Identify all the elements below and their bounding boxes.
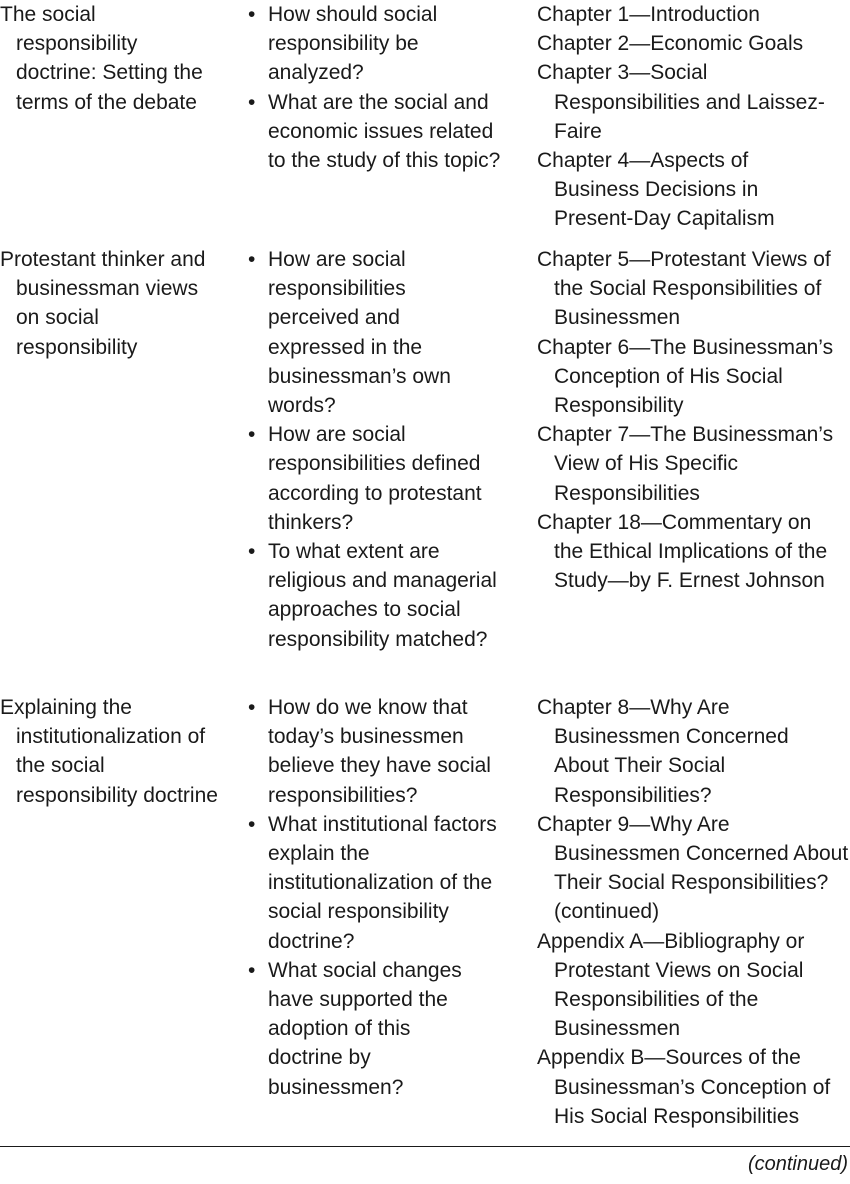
theme-text: Protestant thinker and businessman views on social responsibility — [0, 248, 206, 359]
question-item: • To what extent are religious and managerial approaches to social responsibility matched? — [246, 537, 516, 654]
question-item: • What are the social and economic issues related to the study of this topic? — [246, 88, 516, 176]
bullet-icon: • — [248, 423, 256, 447]
bullet-icon: • — [248, 958, 256, 982]
bullet-icon: • — [248, 3, 256, 26]
theme-text: Explaining the institutionalization of the social responsibility doctrine — [0, 696, 218, 807]
chapters-cell — [537, 693, 850, 1131]
theme-text: The social responsibility doctrine: Setting the terms of the debate — [0, 3, 203, 114]
questions-cell — [246, 245, 516, 654]
theme-cell — [0, 693, 218, 810]
question-item: • How should social responsibility be analyzed? — [246, 0, 516, 88]
chapter-entry: Chapter 2—Economic Goals — [537, 32, 804, 56]
chapter-entry: Chapter 18—Commentary on the Ethical Implications of the Study—by F. Ernest Johnson — [537, 510, 828, 593]
question-list — [246, 693, 516, 1102]
chapter-entry: Appendix B—Sources of the Businessman’s Conception of His Social Responsibilities — [537, 1046, 831, 1128]
chapter-entry: Chapter 6—The Businessman’s Conception of His Social Responsibility — [537, 335, 834, 418]
question-item: • How are social responsibilities perceived and expressed in the businessman’s own words? — [246, 245, 468, 420]
question-item: • What institutional factors explain the institutionalization of the social responsibility doctrine? — [246, 810, 516, 956]
bullet-icon: • — [248, 90, 256, 114]
continued-note: (continued) — [747, 1153, 848, 1175]
chapter-entry: Chapter 5—Protestant Views of the Social Responsibilities of Businessmen — [537, 248, 831, 330]
chapter-entry: Appendix A—Bibliography or Protestant Views on Social Responsibilities of the Businessmen — [537, 929, 805, 1041]
chapter-entry: Chapter 3—Social Responsibilities and Laissez-Faire — [537, 61, 825, 143]
question-list — [246, 245, 516, 654]
question-list — [246, 0, 516, 175]
chapter-entry: Chapter 1—Introduction — [537, 3, 760, 26]
question-item: • How are social responsibilities defined according to protestant thinkers? — [246, 420, 516, 537]
table-bottom-rule — [0, 1146, 850, 1147]
bullet-icon: • — [248, 248, 256, 271]
bullet-icon: • — [248, 696, 256, 719]
chapter-entry: Chapter 4—Aspects of Business Decisions in Present-Day Capitalism — [537, 149, 775, 231]
bullet-icon: • — [248, 540, 256, 564]
chapter-entry: Chapter 9—Why Are Businessmen Concerned About Their Social Responsibilities? (continued) — [537, 812, 849, 924]
chapters-cell — [537, 245, 850, 595]
bullet-icon: • — [248, 812, 256, 836]
questions-cell — [246, 0, 516, 175]
questions-cell — [246, 693, 516, 1102]
theme-cell — [0, 245, 205, 362]
theme-cell — [0, 0, 205, 117]
chapter-entry: Chapter 7—The Businessman’s View of His Specific Responsibilities — [537, 423, 834, 505]
question-item: • What social changes have supported the adoption of this doctrine by businessmen? — [246, 956, 468, 1102]
question-item: • How do we know that today’s businessmen believe they have social responsibilities? — [246, 693, 516, 810]
chapters-cell — [537, 0, 850, 234]
chapter-entry: Chapter 8—Why Are Businessmen Concerned About Their Social Responsibilities? — [537, 696, 789, 807]
